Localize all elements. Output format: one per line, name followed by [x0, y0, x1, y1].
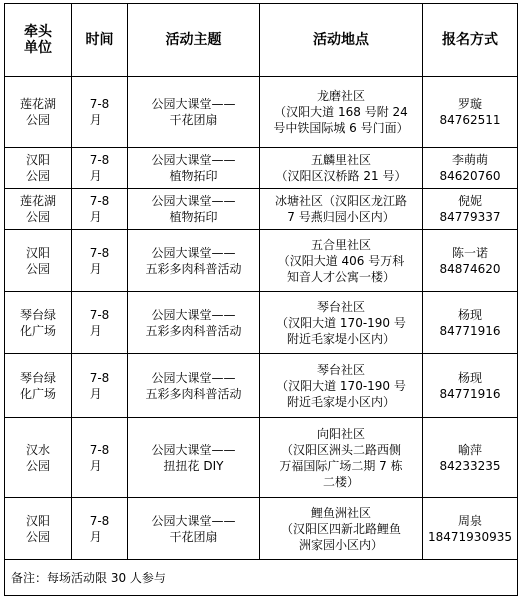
header-time: 时间	[72, 4, 128, 77]
cell-location: 龙磨社区 （汉阳大道 168 号附 24 号中铁国际城 6 号门面）	[260, 77, 423, 148]
table-row	[5, 230, 518, 292]
cell-location: 冰塘社区（汉阳区龙江路 7 号燕归园小区内）	[260, 189, 423, 230]
table-row	[5, 77, 518, 148]
cell-contact: 杨现 84771916	[423, 292, 518, 354]
table-row	[5, 189, 518, 230]
cell-theme: 公园大课堂—— 五彩多肉科普活动	[128, 354, 260, 418]
cell-theme: 公园大课堂—— 五彩多肉科普活动	[128, 292, 260, 354]
cell-time: 7-8 月	[72, 498, 128, 560]
activity-schedule-table	[4, 3, 518, 596]
cell-theme: 公园大课堂—— 植物拓印	[128, 148, 260, 189]
table-note: 备注：每场活动限 30 人参与	[5, 560, 518, 596]
cell-time: 7-8 月	[72, 189, 128, 230]
cell-contact: 杨现 84771916	[423, 354, 518, 418]
header-signup: 报名方式	[423, 4, 518, 77]
cell-unit: 汉阳 公园	[5, 498, 72, 560]
table-row	[5, 292, 518, 354]
table-row	[5, 148, 518, 189]
cell-time: 7-8 月	[72, 292, 128, 354]
cell-theme: 公园大课堂—— 植物拓印	[128, 189, 260, 230]
table-row	[5, 354, 518, 418]
cell-contact: 李萌萌 84620760	[423, 148, 518, 189]
cell-time: 7-8 月	[72, 230, 128, 292]
cell-theme: 公园大课堂—— 干花团扇	[128, 498, 260, 560]
table-header-row	[5, 4, 518, 77]
note-row	[5, 560, 518, 596]
cell-location: 五麟里社区 （汉阳区汉桥路 21 号）	[260, 148, 423, 189]
cell-unit: 琴台绿 化广场	[5, 354, 72, 418]
cell-location: 五合里社区 （汉阳大道 406 号万科 知音人才公寓一楼）	[260, 230, 423, 292]
cell-theme: 公园大课堂—— 干花团扇	[128, 77, 260, 148]
cell-theme: 公园大课堂—— 五彩多肉科普活动	[128, 230, 260, 292]
header-lead-unit: 牵头 单位	[5, 4, 72, 77]
cell-contact: 周泉 18471930935	[423, 498, 518, 560]
cell-contact: 罗璇 84762511	[423, 77, 518, 148]
table-row	[5, 498, 518, 560]
cell-unit: 汉水 公园	[5, 418, 72, 498]
cell-location: 鲤鱼洲社区 （汉阳区四新北路鲤鱼 洲家园小区内）	[260, 498, 423, 560]
cell-unit: 莲花湖 公园	[5, 77, 72, 148]
cell-location: 琴台社区 （汉阳大道 170-190 号 附近毛家堤小区内）	[260, 354, 423, 418]
cell-time: 7-8 月	[72, 77, 128, 148]
cell-contact: 喻萍 84233235	[423, 418, 518, 498]
cell-theme: 公园大课堂—— 扭扭花 DIY	[128, 418, 260, 498]
cell-location: 琴台社区 （汉阳大道 170-190 号 附近毛家堤小区内）	[260, 292, 423, 354]
table-row	[5, 418, 518, 498]
cell-time: 7-8 月	[72, 354, 128, 418]
cell-location: 向阳社区 （汉阳区洲头二路西侧 万福国际广场二期 7 栋 二楼）	[260, 418, 423, 498]
cell-contact: 倪妮 84779337	[423, 189, 518, 230]
cell-contact: 陈一诺 84874620	[423, 230, 518, 292]
cell-time: 7-8 月	[72, 148, 128, 189]
header-location: 活动地点	[260, 4, 423, 77]
cell-time: 7-8 月	[72, 418, 128, 498]
cell-unit: 莲花湖 公园	[5, 189, 72, 230]
cell-unit: 琴台绿 化广场	[5, 292, 72, 354]
cell-unit: 汉阳 公园	[5, 148, 72, 189]
header-theme: 活动主题	[128, 4, 260, 77]
cell-unit: 汉阳 公园	[5, 230, 72, 292]
